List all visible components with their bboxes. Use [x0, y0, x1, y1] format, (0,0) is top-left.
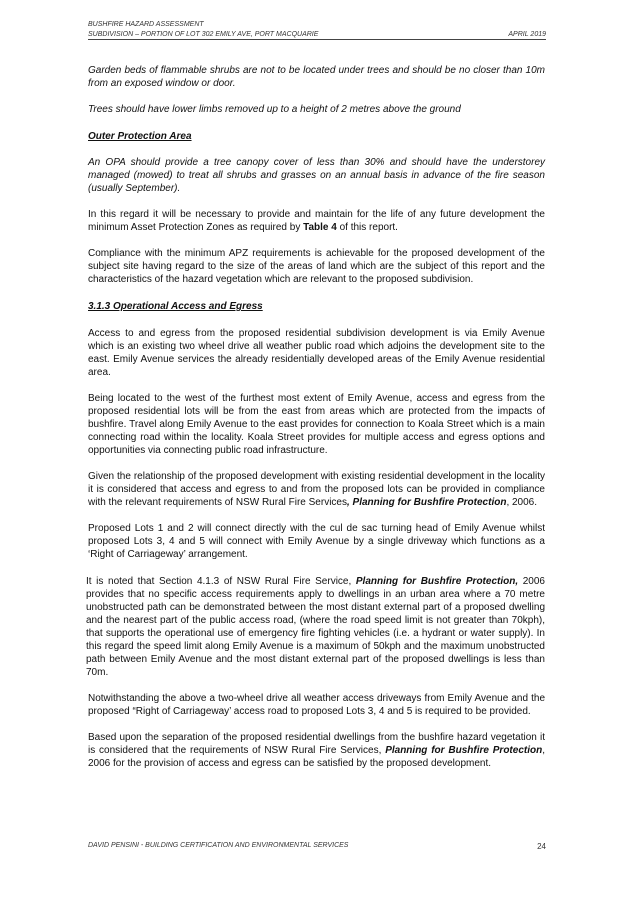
paragraph-apz-compliance: Compliance with the minimum APZ requirements is achievable for the proposed development of the subject site having regard to the size of the areas of land which are the subject of this report and the characteristics of the hazard vegetation which are relevant to the proposed subdivision. [88, 248, 545, 285]
header-rule [88, 39, 546, 40]
table-reference: Table 4 [303, 222, 337, 233]
paragraph-compliance: Given the relationship of the proposed development with existing residential development in the locality it is considered that access and egress to and from the proposed lots can be provided in compliance with the relevant requirements of NSW Rural Fire Services, Planning for Bushfire Protection, 2006. [88, 471, 545, 508]
paragraph-opa: An OPA should provide a tree canopy cover of less than 30% and should have the understorey managed (mowed) to treat all shrubs and grasses on an annual basis in advance of the fire season (usually September). [88, 157, 545, 194]
pbp-reference: Planning for Bushfire Protection, [355, 576, 519, 587]
pbp-reference: , Planning for Bushfire Protection [346, 497, 507, 508]
header-title: BUSHFIRE HAZARD ASSESSMENT [88, 21, 204, 28]
paragraph-conclusion: Based upon the separation of the proposed residential dwellings from the bushfire hazard vegetation it is considered that the requirements of NSW Rural Fire Services, Planning for Bushfire Protection, 2006 for the provision of access and egress can be satisfied by the proposed development. [88, 732, 545, 769]
paragraph-access-emily-ave: Access to and egress from the proposed residential subdivision development is via Emily Avenue which is an existing two wheel drive all weather public road which adjoins the development site to the east. Emily Avenue services the already residentially developed areas of the Emily Avenue residential area. [88, 328, 545, 378]
header-date: APRIL 2019 [508, 31, 546, 38]
paragraph-garden-beds: Garden beds of flammable shrubs are not to be located under trees and should be no closer than 10m from an exposed window or door. [88, 65, 545, 89]
header-subtitle: SUBDIVISION – PORTION OF LOT 302 EMILY AVE, PORT MACQUARIE [88, 31, 319, 38]
paragraph-access-koala-st: Being located to the west of the furthest most extent of Emily Avenue, access and egress from the proposed residential lots will be from the east from areas which are protected from the impacts of bushfire. Travel along Emily Avenue to the east provides for connection to Koala Street which is a main connecting road within the locality. Koala Street provides for multiple access and egress options and opportunities via connecting public road infrastructure. [88, 393, 545, 456]
page-header [88, 20, 546, 40]
heading-operational-access: 3.1.3 Operational Access and Egress [88, 301, 263, 312]
paragraph-lots-connection: Proposed Lots 1 and 2 will connect directly with the cul de sac turning head of Emily Avenue whilst proposed Lots 3, 4 and 5 will connect with Emily Avenue by a single driveway which functions as a ‘Right of Carriageway’ arrangement. [88, 523, 545, 560]
page-number: 24 [537, 842, 546, 851]
heading-outer-protection-area: Outer Protection Area [88, 131, 192, 142]
footer-author: DAVID PENSINI - BUILDING CERTIFICATION AND ENVIRONMENTAL SERVICES [88, 842, 349, 849]
paragraph-apz-maintain: In this regard it will be necessary to provide and maintain for the life of any future development the minimum Asset Protection Zones as required by Table 4 of this report. [88, 209, 545, 233]
page-body [88, 64, 545, 770]
paragraph-section-413: It is noted that Section 4.1.3 of NSW Rural Fire Service, Planning for Bushfire Protection, 2006 provides that no specific access requirements apply to dwellings in an urban area where a 70 metre unobstructed path can be demonstrated between the most distant external part of a proposed dwelling and the nearest part of the public access road, (where the road speed limit is not greater than 70kph), that supports the operational use of emergency fire fighting vehicles (i.e. a hydrant or water supply). In this regard the speed limit along Emily Avenue is a maximum of 50kph and the maximum unobstructed path between Emily Avenue and the most distant external part of the proposed dwellings is less than 70m. [86, 576, 545, 678]
paragraph-tree-limbs: Trees should have lower limbs removed up to a height of 2 metres above the ground [88, 104, 461, 115]
page-footer [88, 842, 546, 851]
paragraph-driveways: Notwithstanding the above a two-wheel drive all weather access driveways from Emily Avenue and the proposed “Right of Carriageway’ access road to proposed Lots 3, 4 and 5 is required to be provided. [88, 693, 545, 717]
pbp-reference: Planning for Bushfire Protection [385, 745, 543, 756]
